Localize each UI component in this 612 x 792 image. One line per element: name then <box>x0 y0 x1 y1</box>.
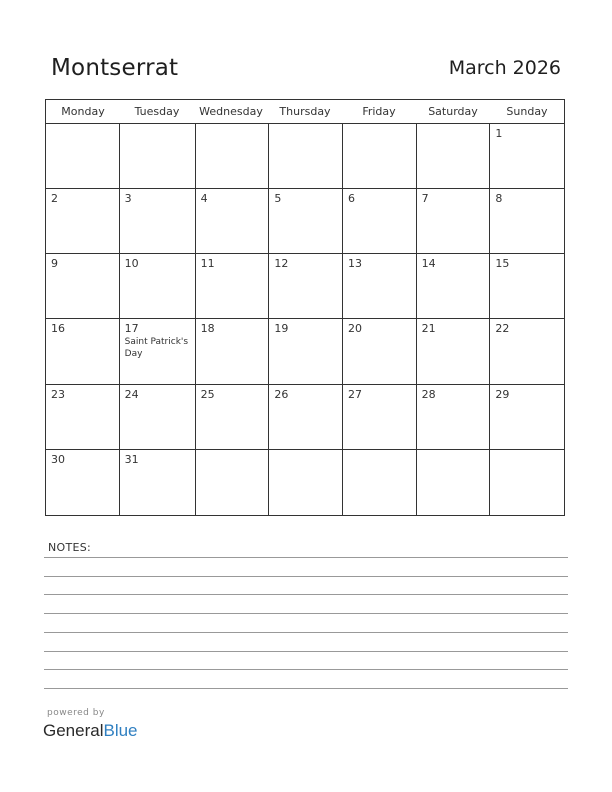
day-cell <box>343 319 417 384</box>
day-cells <box>46 124 564 515</box>
powered-by-text: powered by <box>47 708 105 718</box>
weekday-header-row <box>46 100 564 124</box>
day-cell <box>120 450 196 515</box>
day-cell <box>343 254 417 319</box>
day-number: 9 <box>51 257 58 271</box>
day-cell <box>269 319 343 384</box>
day-number: 12 <box>274 257 289 271</box>
day-cell <box>120 124 196 189</box>
day-number: 1 <box>495 127 503 140</box>
note-line <box>44 594 568 595</box>
day-cell <box>417 254 491 319</box>
day-number: 30 <box>51 452 65 466</box>
day-cell <box>46 254 120 319</box>
day-number: 13 <box>347 257 362 271</box>
day-cell <box>490 124 564 189</box>
day-number: 31 <box>124 452 139 466</box>
day-number: 19 <box>274 322 289 336</box>
day-cell <box>343 450 417 515</box>
day-cell <box>343 124 417 189</box>
country-title: Montserrat <box>51 55 179 81</box>
weekday-thursday: Thursday <box>279 105 331 118</box>
day-cell <box>417 124 491 189</box>
day-number: 25 <box>200 387 215 401</box>
generalblue-logo[interactable] <box>43 721 138 741</box>
day-number: 20 <box>347 322 362 336</box>
day-number: 11 <box>200 257 215 271</box>
day-cell <box>417 385 491 450</box>
weekday-tuesday: Tuesday <box>134 105 180 118</box>
day-cell <box>269 450 343 515</box>
month-year-title: March 2026 <box>448 57 561 79</box>
day-cell <box>196 254 270 319</box>
weekday-sunday: Sunday <box>506 105 548 118</box>
weekday-wednesday: Wednesday <box>199 105 263 118</box>
day-number: 28 <box>421 387 436 401</box>
day-number: 5 <box>274 192 282 206</box>
note-line <box>44 669 568 670</box>
note-line <box>44 576 568 577</box>
day-number: 22 <box>495 322 510 336</box>
note-line <box>44 651 568 652</box>
day-number: 3 <box>124 192 132 206</box>
day-cell <box>490 254 564 319</box>
day-number: 18 <box>200 322 215 336</box>
day-cell <box>343 189 417 254</box>
day-cell <box>269 189 343 254</box>
note-line <box>44 613 568 614</box>
day-cell <box>196 189 270 254</box>
weekday-monday: Monday <box>61 105 105 118</box>
day-number: 23 <box>51 387 65 401</box>
day-cell <box>46 124 120 189</box>
holiday-label: Saint Patrick's Day <box>124 337 189 360</box>
day-cell <box>490 319 564 384</box>
day-cell <box>46 319 120 384</box>
day-number: 16 <box>51 322 65 336</box>
day-cell <box>343 385 417 450</box>
day-number: 2 <box>51 192 58 206</box>
brand-blue-text: Blue <box>103 721 138 740</box>
brand-general-text: General <box>43 721 104 740</box>
day-number: 6 <box>347 192 355 206</box>
day-number: 10 <box>124 257 139 271</box>
day-cell <box>196 385 270 450</box>
day-cell <box>269 124 343 189</box>
day-cell <box>196 124 270 189</box>
day-cell <box>490 450 564 515</box>
day-cell <box>417 319 491 384</box>
day-cell <box>120 385 196 450</box>
day-number: 29 <box>495 387 510 401</box>
calendar-grid <box>45 99 565 516</box>
day-cell <box>196 319 270 384</box>
note-line <box>44 688 568 689</box>
day-number: 26 <box>274 387 289 401</box>
day-cell <box>120 189 196 254</box>
weekday-friday: Friday <box>362 105 396 118</box>
day-cell <box>417 450 491 515</box>
day-cell <box>46 189 120 254</box>
notes-label: NOTES: <box>48 541 92 554</box>
day-cell <box>417 189 491 254</box>
day-number: 27 <box>347 387 362 401</box>
note-line <box>44 632 568 633</box>
day-number: 24 <box>124 387 139 401</box>
weekday-saturday: Saturday <box>428 105 478 118</box>
note-line <box>44 557 568 558</box>
day-cell <box>196 450 270 515</box>
day-cell <box>46 385 120 450</box>
day-number: 4 <box>200 192 208 206</box>
day-cell <box>490 385 564 450</box>
day-cell <box>490 189 564 254</box>
day-cell <box>269 385 343 450</box>
day-cell <box>46 450 120 515</box>
day-cell <box>269 254 343 319</box>
day-number: 8 <box>495 192 503 206</box>
day-cell <box>120 319 196 384</box>
day-number: 14 <box>421 257 436 271</box>
day-number: 17 <box>124 322 139 336</box>
day-number: 21 <box>421 322 436 336</box>
day-cell <box>120 254 196 319</box>
day-number: 7 <box>421 192 429 206</box>
day-number: 15 <box>495 257 510 271</box>
